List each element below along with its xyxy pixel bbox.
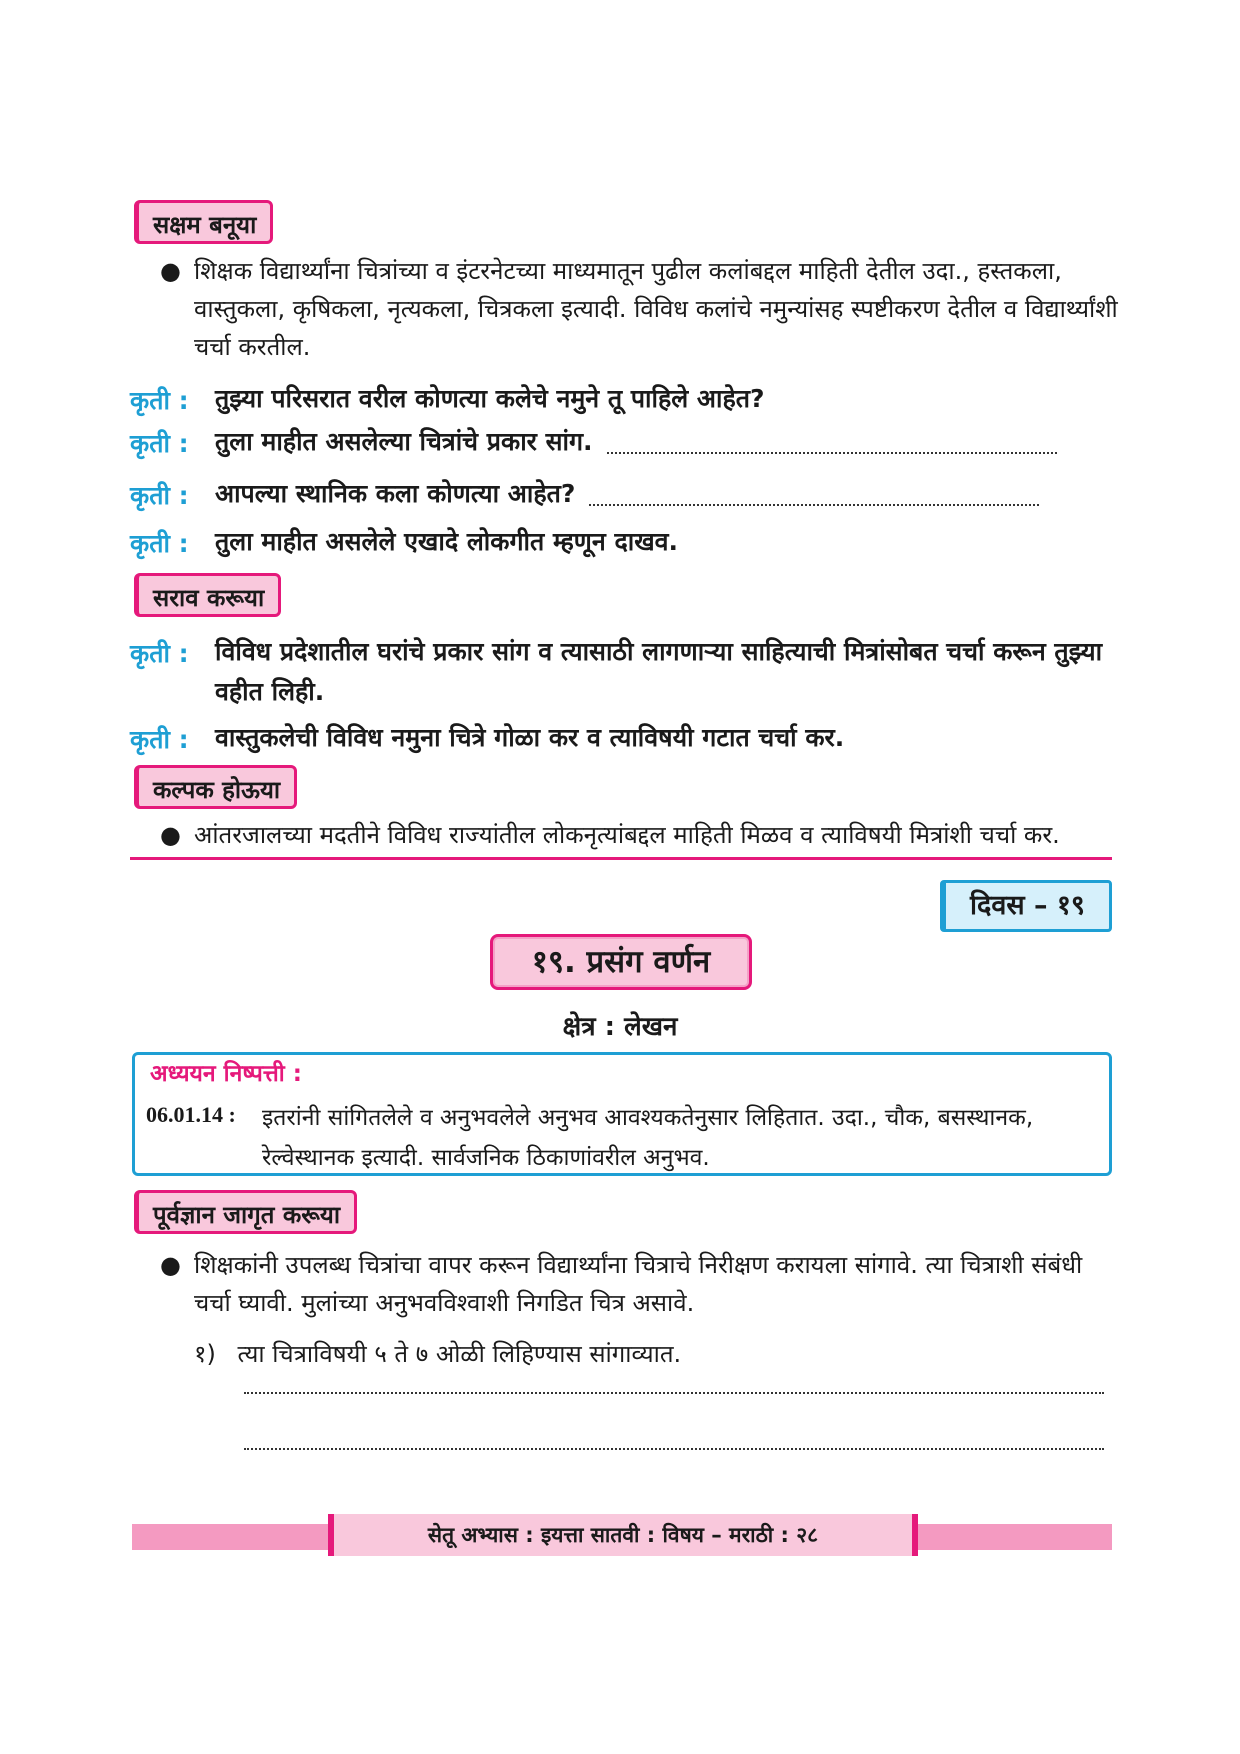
- section-tag-sarav: सराव करूया: [134, 573, 281, 617]
- learning-outcome-heading: अध्ययन निष्पत्ती :: [150, 1061, 302, 1087]
- field-label: क्षेत्र : लेखन: [562, 1012, 678, 1042]
- section-divider: [130, 857, 1112, 860]
- bullet-item: [160, 252, 1120, 366]
- answer-blank: [607, 432, 1057, 454]
- kruti-text: तुझ्या परिसरात वरील कोणत्या कलेचे नमुने तू पाहिले आहेत?: [215, 384, 765, 413]
- answer-blank: [589, 484, 1039, 506]
- learning-outcome-text: इतरांनी सांगितलेले व अनुभवलेले अनुभव आवश्यकतेनुसार लिहितात. उदा., चौक, बसस्थानक, रेल्वेस्थानक इत्यादी. सार्वजनिक ठिकाणांवरील अनुभव.: [262, 1105, 1034, 1171]
- item-text: त्या चित्राविषयी ५ ते ७ ओळी लिहिण्यास सांगाव्यात.: [237, 1340, 682, 1368]
- kruti-text-content: आपल्या स्थानिक कला कोणत्या आहेत?: [215, 479, 576, 508]
- section-tag-purvadnyan: पूर्वज्ञान जागृत करूया: [134, 1190, 357, 1234]
- kruti-label: कृती :: [130, 725, 189, 754]
- lesson-title: १९. प्रसंग वर्णन: [490, 934, 752, 990]
- bullet-item: [160, 1246, 1120, 1322]
- kruti-text: [215, 474, 1115, 514]
- day-label: दिवस – १९: [940, 880, 1112, 932]
- kruti-text: तुला माहीत असलेले एखादे लोकगीत म्हणून दाखव.: [215, 527, 679, 556]
- kruti-label: कृती :: [130, 639, 189, 668]
- footer-bar-left: [132, 1524, 332, 1550]
- answer-line: [244, 1390, 1104, 1394]
- bullet-text: शिक्षकांनी उपलब्ध चित्रांचा वापर करून विद्यार्थ्यांना चित्राचे निरीक्षण करायला सांगावे. त्या चित्राशी संबंधी चर्चा घ्यावी. मुलांच्या अनुभवविश्वाशी निगडित चित्र असावे.: [194, 1251, 1083, 1317]
- bullet-icon: ●: [160, 1251, 181, 1279]
- footer-bar-right: [914, 1524, 1112, 1550]
- bullet-text: आंतरजालच्या मदतीने विविध राज्यांतील लोकनृत्यांबद्दल माहिती मिळव व त्याविषयी मित्रांशी चर्चा कर.: [194, 821, 1060, 849]
- section-tag-kalpak: कल्पक होऊया: [134, 765, 297, 809]
- bullet-icon: ●: [160, 821, 181, 849]
- answer-line: [244, 1446, 1104, 1450]
- bullet-icon: ●: [160, 257, 181, 285]
- kruti-text: विविध प्रदेशातील घरांचे प्रकार सांग व त्यासाठी लागणाऱ्या साहित्याची मित्रांसोबत चर्चा करून तुझ्या वहीत लिही.: [215, 637, 1103, 706]
- kruti-text: [215, 422, 1115, 462]
- item-number: १): [194, 1340, 216, 1368]
- numbered-item: [194, 1337, 681, 1370]
- kruti-label: कृती :: [130, 386, 189, 415]
- kruti-label: कृती :: [130, 481, 189, 510]
- kruti-text-content: तुला माहीत असलेल्या चित्रांचे प्रकार सांग.: [215, 427, 593, 456]
- bullet-item: [160, 816, 1120, 854]
- kruti-label: कृती :: [130, 429, 189, 458]
- page-footer: सेतू अभ्यास : इयत्ता सातवी : विषय – मराठी : २८: [328, 1514, 918, 1556]
- bullet-text: शिक्षक विद्यार्थ्यांना चित्रांच्या व इंटरनेटच्या माध्यमातून पुढील कलांबद्दल माहिती देतील उदा., हस्तकला, वास्तुकला, कृषिकला, नृत्यकला, चित्रकला इत्यादी. विविध कलांचे नमुन्यांसह स्पष्टीकरण देतील व विद्यार्थ्यांशी चर्चा करतील.: [194, 257, 1118, 361]
- learning-outcome-code: 06.01.14 :: [146, 1102, 236, 1127]
- kruti-label: कृती :: [130, 529, 189, 558]
- section-tag-saksham: सक्षम बनूया: [134, 200, 273, 244]
- kruti-text: वास्तुकलेची विविध नमुना चित्रे गोळा कर व त्याविषयी गटात चर्चा कर.: [215, 723, 845, 752]
